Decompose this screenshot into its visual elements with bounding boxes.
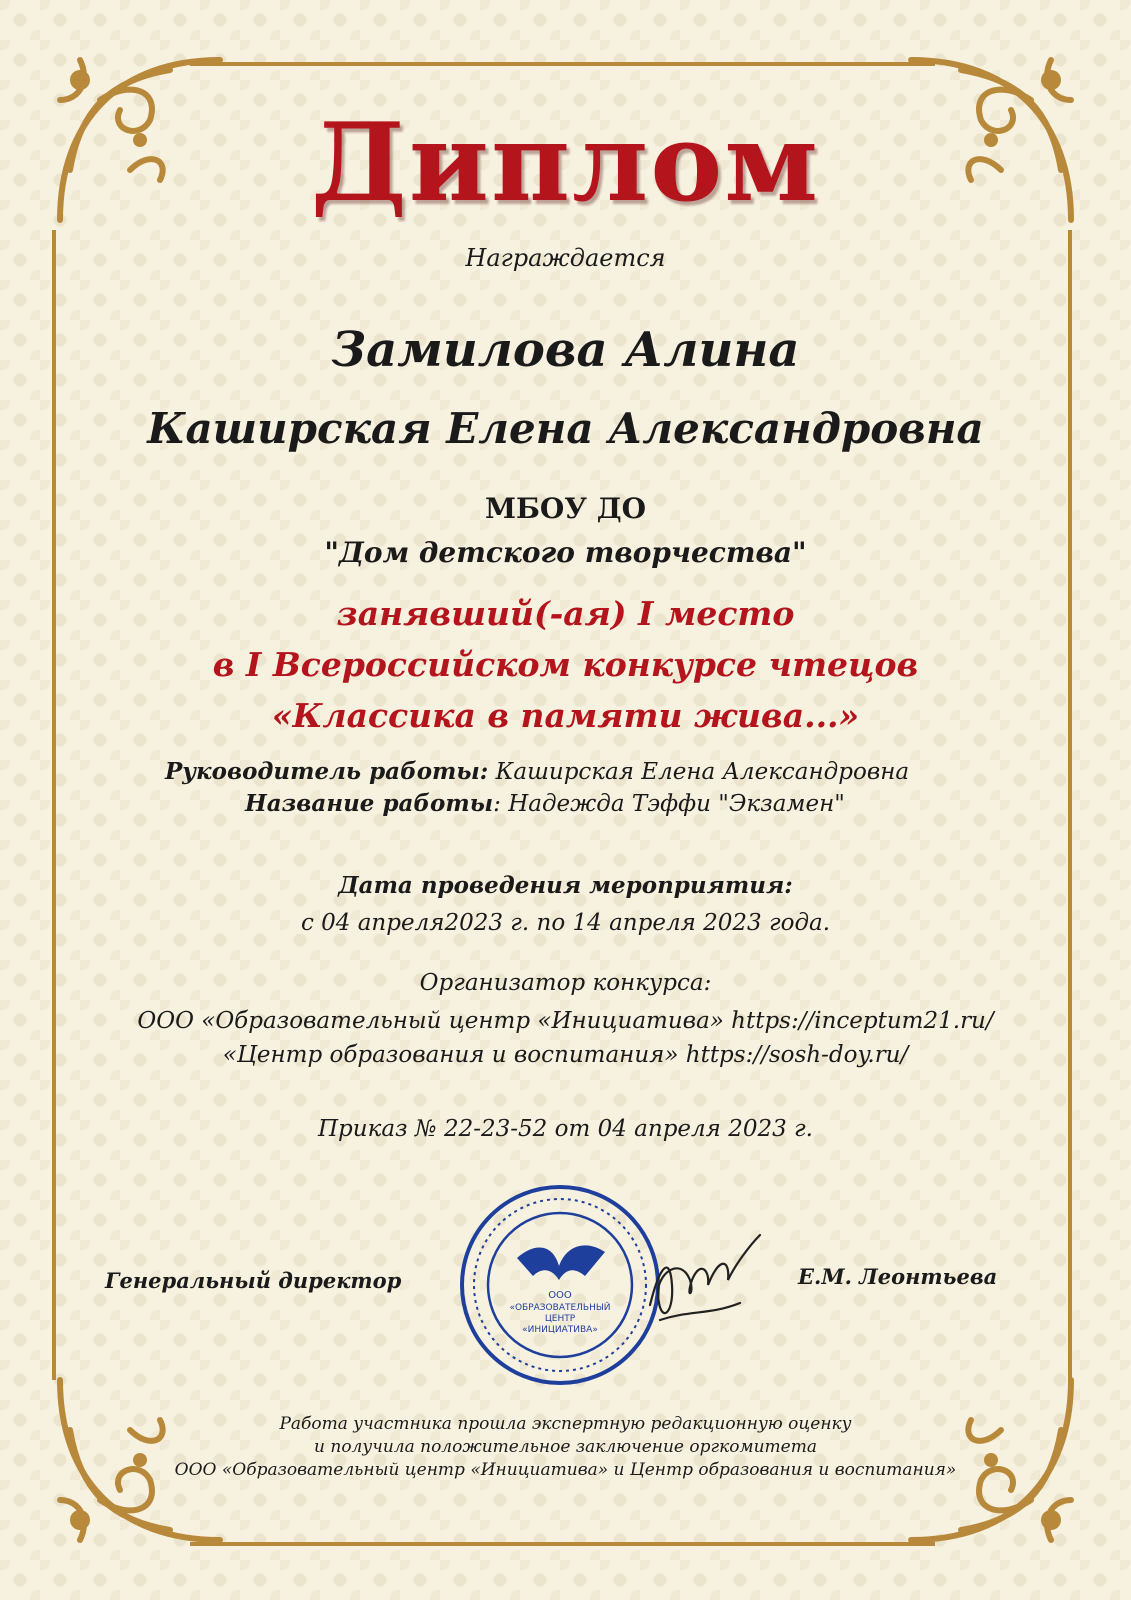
frame-bottom-line	[190, 1542, 935, 1546]
stamp-text-line-3: ЦЕНТР	[544, 1314, 576, 1324]
participant-name: Замилова Алина	[331, 322, 800, 378]
stamp-text-line-4: «ИНИЦИАТИВА»	[522, 1325, 598, 1335]
frame-top-line	[190, 62, 935, 66]
date-value: с 04 апреля2023 г. по 14 апреля 2023 года.	[300, 910, 831, 936]
awarded-label: Награждается	[465, 244, 666, 272]
diploma-title: Диплом	[310, 100, 821, 226]
work-value: : Надежда Тэффи "Экзамен"	[493, 791, 845, 817]
org-name: "Дом детского творчества"	[324, 536, 807, 569]
stamp-text-line-1: ООО	[548, 1290, 572, 1301]
teacher-name: Каширская Елена Александровна	[147, 404, 984, 453]
date-label: Дата проведения мероприятия:	[338, 872, 793, 899]
order-text: Приказ № 22-23-52 от 04 апреля 2023 г.	[318, 1116, 813, 1142]
contest-name: «Классика в памяти жива...»	[271, 696, 860, 735]
leader-line	[165, 758, 909, 785]
leader-value: Каширская Елена Александровна	[495, 759, 910, 785]
work-label: Название работы	[245, 790, 494, 817]
organizer-label: Организатор конкурса:	[419, 970, 712, 996]
stamp-icon	[455, 1180, 665, 1390]
director-label: Генеральный директор	[105, 1268, 402, 1293]
place-text: занявший(-ая) I место	[336, 594, 795, 633]
footer-line-3: ООО «Образовательный центр «Инициатива» и Центр образования и воспитания»	[174, 1460, 957, 1480]
organizer-line-2: «Центр образования и воспитания» https://sosh-doy.ru/	[222, 1042, 909, 1068]
leader-label: Руководитель работы:	[165, 758, 489, 785]
director-name: Е.М. Леонтьева	[798, 1264, 998, 1289]
stamp-text-line-2: «ОБРАЗОВАТЕЛЬНЫЙ	[509, 1303, 611, 1313]
contest-text: в I Всероссийском конкурсе чтецов	[212, 645, 919, 684]
work-line	[245, 790, 845, 817]
org-type: МБОУ ДО	[484, 492, 647, 525]
signature-icon	[640, 1225, 780, 1335]
footer-line-2: и получила положительное заключение оргкомитета	[314, 1437, 817, 1457]
footer-line-1: Работа участника прошла экспертную редакционную оценку	[279, 1414, 852, 1434]
organizer-line-1: ООО «Образовательный центр «Инициатива» https://inceptum21.ru/	[137, 1008, 994, 1034]
